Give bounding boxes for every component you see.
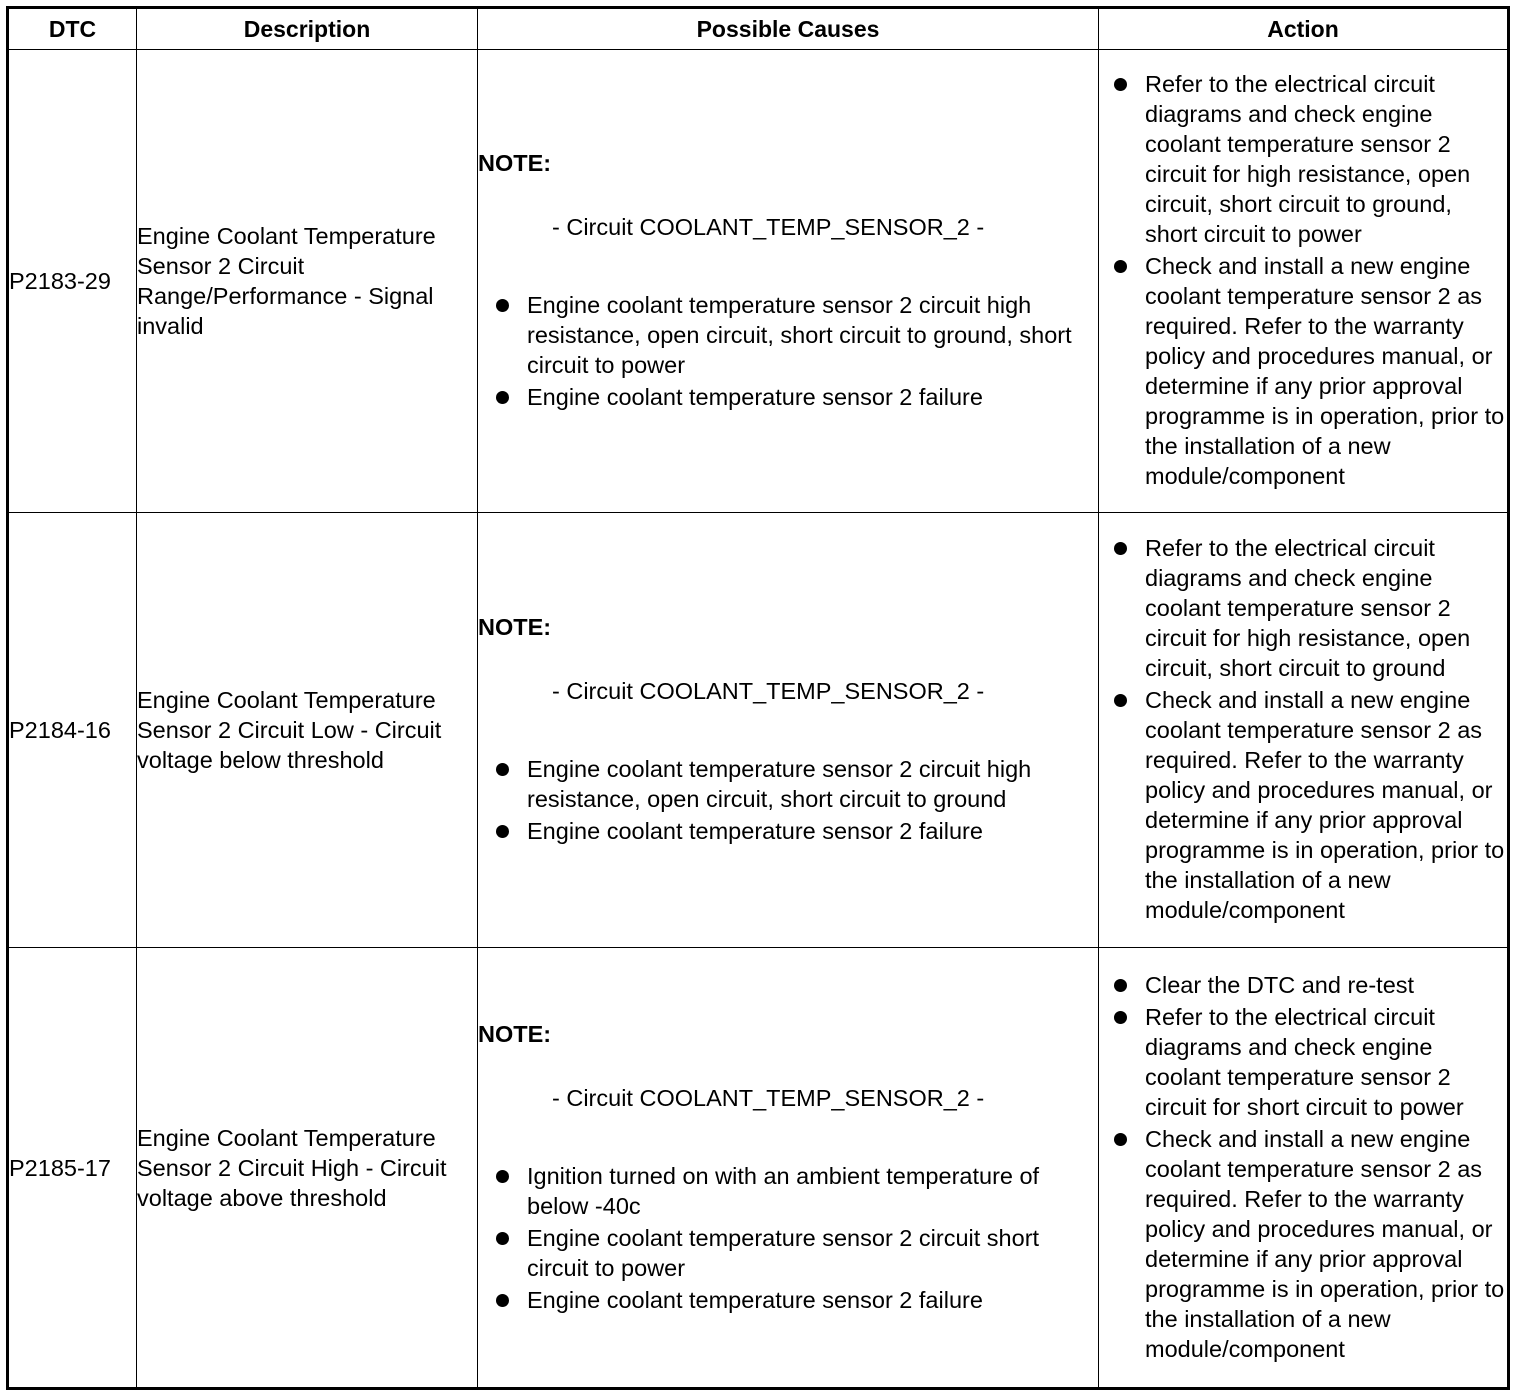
list-item xyxy=(478,1223,1098,1283)
table-row xyxy=(8,513,1509,948)
header-description: Description xyxy=(137,8,478,50)
actions-list xyxy=(1099,533,1507,925)
possible-causes-cell xyxy=(478,513,1099,948)
bullet-icon xyxy=(496,299,509,312)
cause-text: Engine coolant temperature sensor 2 circuit high resistance, open circuit, short circuit to ground, short circuit to power xyxy=(527,292,1072,378)
list-item xyxy=(478,1161,1098,1221)
dtc-code: P2183-29 xyxy=(8,50,137,513)
header-action: Action xyxy=(1099,8,1509,50)
action-text: Check and install a new engine coolant temperature sensor 2 as required. Refer to the warranty policy and procedures manual, or determine if any prior approval programme is in operation, prior to the installation of a new module/component xyxy=(1145,1125,1505,1362)
list-item xyxy=(1099,1002,1507,1122)
action-text: Refer to the electrical circuit diagrams and check engine coolant temperature sensor 2 circuit for high resistance, open circuit, short circuit to ground, short circuit to power xyxy=(1145,71,1471,247)
note-label: NOTE: xyxy=(478,614,552,640)
list-item xyxy=(1099,69,1507,249)
list-item xyxy=(1099,533,1507,683)
dtc-table xyxy=(6,6,1510,1390)
bullet-icon xyxy=(496,1170,509,1183)
action-text: Check and install a new engine coolant temperature sensor 2 as required. Refer to the warranty policy and procedures manual, or determine if any prior approval programme is in operation, prior to the installation of a new module/component xyxy=(1145,253,1505,489)
list-item xyxy=(478,1285,1098,1315)
causes-list xyxy=(478,290,1098,412)
action-cell xyxy=(1099,50,1509,513)
action-text: Refer to the electrical circuit diagrams and check engine coolant temperature sensor 2 circuit for short circuit to power xyxy=(1145,1003,1464,1120)
cause-text: Engine coolant temperature sensor 2 circuit short circuit to power xyxy=(527,1224,1040,1281)
list-item xyxy=(478,754,1098,814)
list-item xyxy=(1099,970,1507,1000)
action-cell xyxy=(1099,513,1509,948)
cause-text: Engine coolant temperature sensor 2 circuit high resistance, open circuit, short circuit to ground xyxy=(527,756,1032,812)
bullet-icon xyxy=(1114,542,1127,555)
bullet-icon xyxy=(1114,1133,1127,1146)
circuit-reference: - Circuit COOLANT_TEMP_SENSOR_2 - xyxy=(552,678,985,704)
bullet-icon xyxy=(1114,694,1127,707)
list-item xyxy=(478,290,1098,380)
bullet-icon xyxy=(496,391,509,404)
causes-list xyxy=(478,754,1098,846)
dtc-code: P2184-16 xyxy=(8,513,137,948)
cause-text: Ignition turned on with an ambient temperature of below -40c xyxy=(527,1162,1040,1219)
bullet-icon xyxy=(496,825,509,838)
bullet-icon xyxy=(1114,1011,1127,1024)
bullet-icon xyxy=(496,1232,509,1245)
list-item xyxy=(1099,251,1507,491)
note-label: NOTE: xyxy=(478,1020,552,1047)
actions-list xyxy=(1099,970,1507,1364)
cause-text: Engine coolant temperature sensor 2 failure xyxy=(527,384,983,410)
list-item xyxy=(1099,685,1507,925)
note-label: NOTE: xyxy=(478,150,552,176)
table-row xyxy=(8,948,1509,1389)
dtc-code: P2185-17 xyxy=(8,948,137,1389)
actions-list xyxy=(1099,69,1507,491)
list-item xyxy=(478,816,1098,846)
action-text: Refer to the electrical circuit diagrams and check engine coolant temperature sensor 2 circuit for high resistance, open circuit, short circuit to ground xyxy=(1145,535,1471,681)
table-row xyxy=(8,50,1509,513)
action-text: Clear the DTC and re-test xyxy=(1145,971,1415,998)
action-text: Check and install a new engine coolant temperature sensor 2 as required. Refer to the warranty policy and procedures manual, or determine if any prior approval programme is in operation, prior to the installation of a new module/component xyxy=(1145,687,1505,923)
possible-causes-cell xyxy=(478,50,1099,513)
bullet-icon xyxy=(496,1294,509,1307)
header-dtc: DTC xyxy=(8,8,137,50)
cause-text: Engine coolant temperature sensor 2 failure xyxy=(527,818,983,844)
bullet-icon xyxy=(1114,78,1127,91)
list-item xyxy=(478,382,1098,412)
cause-text: Engine coolant temperature sensor 2 failure xyxy=(527,1286,983,1313)
dtc-description: Engine Coolant Temperature Sensor 2 Circuit Low - Circuit voltage below threshold xyxy=(137,513,478,948)
dtc-description: Engine Coolant Temperature Sensor 2 Circuit High - Circuit voltage above threshold xyxy=(137,948,478,1389)
circuit-reference: - Circuit COOLANT_TEMP_SENSOR_2 - xyxy=(552,214,985,240)
list-item xyxy=(1099,1124,1507,1364)
action-cell xyxy=(1099,948,1509,1389)
circuit-reference: - Circuit COOLANT_TEMP_SENSOR_2 - xyxy=(552,1084,985,1111)
header-possible-causes: Possible Causes xyxy=(478,8,1099,50)
dtc-description: Engine Coolant Temperature Sensor 2 Circuit Range/Performance - Signal invalid xyxy=(137,50,478,513)
possible-causes-cell xyxy=(478,948,1099,1389)
header-row xyxy=(8,8,1509,50)
bullet-icon xyxy=(496,763,509,776)
causes-list xyxy=(478,1161,1098,1315)
bullet-icon xyxy=(1114,979,1127,992)
bullet-icon xyxy=(1114,260,1127,273)
